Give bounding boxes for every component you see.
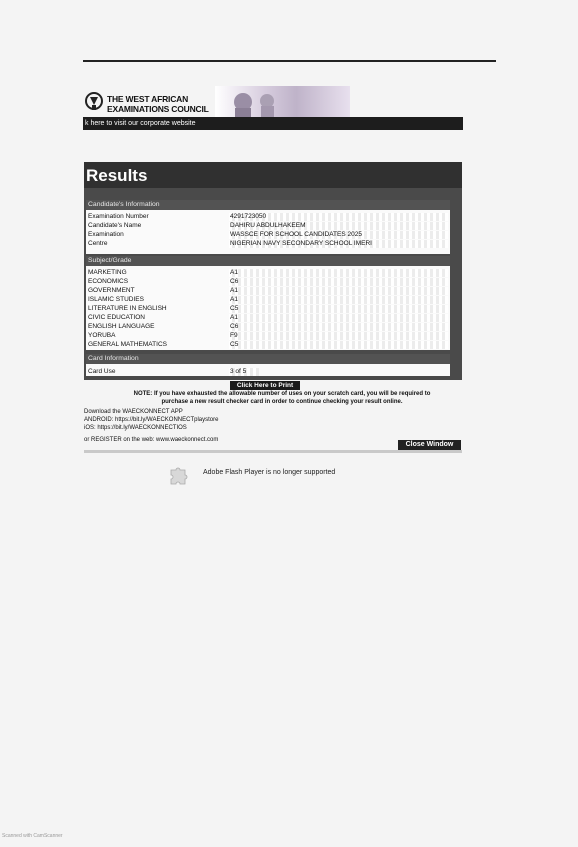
subject-name: ISLAMIC STUDIES <box>88 296 144 303</box>
subject-grade-header: Subject/Grade <box>86 256 450 266</box>
android-link[interactable]: ANDROID: https://bit.ly/WAECKONNECTplaystore <box>84 417 219 423</box>
subject-name: MARKETING <box>88 269 127 276</box>
subject-name: LITERATURE IN ENGLISH <box>88 305 167 312</box>
candidate-field-label: Centre <box>88 240 108 247</box>
subject-grade: C6 <box>229 323 448 331</box>
flash-notice <box>168 464 368 488</box>
results-title: Results <box>84 162 462 188</box>
candidate-field-label: Examination Number <box>88 213 149 220</box>
candidate-field-label: Examination <box>88 231 124 238</box>
banner-art-icon <box>215 86 350 120</box>
top-border-line <box>83 60 496 62</box>
subject-grade: A1 <box>229 269 448 277</box>
ios-link[interactable]: iOS: https://bit.ly/WAECKONNECTIOS <box>84 425 187 431</box>
subject-grade-row <box>88 269 448 277</box>
subject-name: CIVIC EDUCATION <box>88 314 145 321</box>
org-name-line2: EXAMINATIONS COUNCIL <box>107 104 209 114</box>
candidate-field-row <box>88 222 448 230</box>
candidate-field-value: NIGERIAN NAVY SECONDARY SCHOOL IMERI <box>229 240 448 248</box>
candidate-field-row <box>88 231 448 239</box>
bottom-divider <box>84 450 462 453</box>
download-app-text: Download the WAECKONNECT APP <box>84 409 183 415</box>
subject-name: ECONOMICS <box>88 278 129 285</box>
subject-grade: C5 <box>229 341 448 349</box>
subject-grade: C5 <box>229 305 448 313</box>
org-name-line1: THE WEST AFRICAN <box>107 94 189 104</box>
subject-grade-row <box>88 323 448 331</box>
note-line-2: purchase a new result checker card in order to continue checking your result online. <box>161 399 403 405</box>
subject-grade-row <box>88 278 448 286</box>
print-button[interactable]: Click Here to Print <box>230 381 300 390</box>
card-use-value: 3 of 5 <box>229 368 259 376</box>
subject-grade-row <box>88 341 448 349</box>
subject-grade-row <box>88 332 448 340</box>
subject-grade-row <box>88 305 448 313</box>
subject-grade-row <box>88 296 448 304</box>
card-use-label: Card Use <box>88 368 116 375</box>
register-web-link[interactable]: or REGISTER on the web: www.waeckonnect.com <box>84 437 219 443</box>
candidate-field-value: DAHIRU ABDULHAKEEM <box>229 222 448 230</box>
subject-grade: F9 <box>229 332 448 340</box>
header-banner-image <box>215 86 350 120</box>
subject-name: YORUBA <box>88 332 116 339</box>
flash-unsupported-text: Adobe Flash Player is no longer supported <box>203 469 336 476</box>
candidate-field-value: WASSCE FOR SCHOOL CANDIDATES 2025 <box>229 231 448 239</box>
card-use-row <box>88 368 448 376</box>
candidate-field-row <box>88 213 448 221</box>
waec-header <box>85 86 350 120</box>
waec-logo-icon <box>85 90 103 112</box>
subject-name: GOVERNMENT <box>88 287 135 294</box>
subject-grade-row <box>88 287 448 295</box>
card-info-header: Card Information <box>86 354 450 364</box>
corporate-website-link[interactable]: k here to visit our corporate website <box>83 117 463 130</box>
candidate-field-label: Candidate's Name <box>88 222 142 229</box>
subject-name: GENERAL MATHEMATICS <box>88 341 167 348</box>
plugin-puzzle-icon <box>168 464 192 486</box>
close-window-button[interactable]: Close Window <box>398 440 461 450</box>
subject-grade: A1 <box>229 314 448 322</box>
subject-grade: A1 <box>229 287 448 295</box>
candidate-field-value: 4291723050 <box>229 213 448 221</box>
candidate-field-row <box>88 240 448 248</box>
subject-name: ENGLISH LANGUAGE <box>88 323 155 330</box>
subject-grade: C6 <box>229 278 448 286</box>
scanner-watermark: Scanned with CamScanner <box>2 833 63 839</box>
subject-grade-row <box>88 314 448 322</box>
subject-grade: A1 <box>229 296 448 304</box>
candidate-info-header: Candidate's Information <box>86 200 450 210</box>
org-name <box>107 94 209 114</box>
note-line-1: NOTE: If you have exhausted the allowable number of uses on your scratch card, you will be required to <box>133 391 431 397</box>
scratch-card-note <box>97 390 467 406</box>
